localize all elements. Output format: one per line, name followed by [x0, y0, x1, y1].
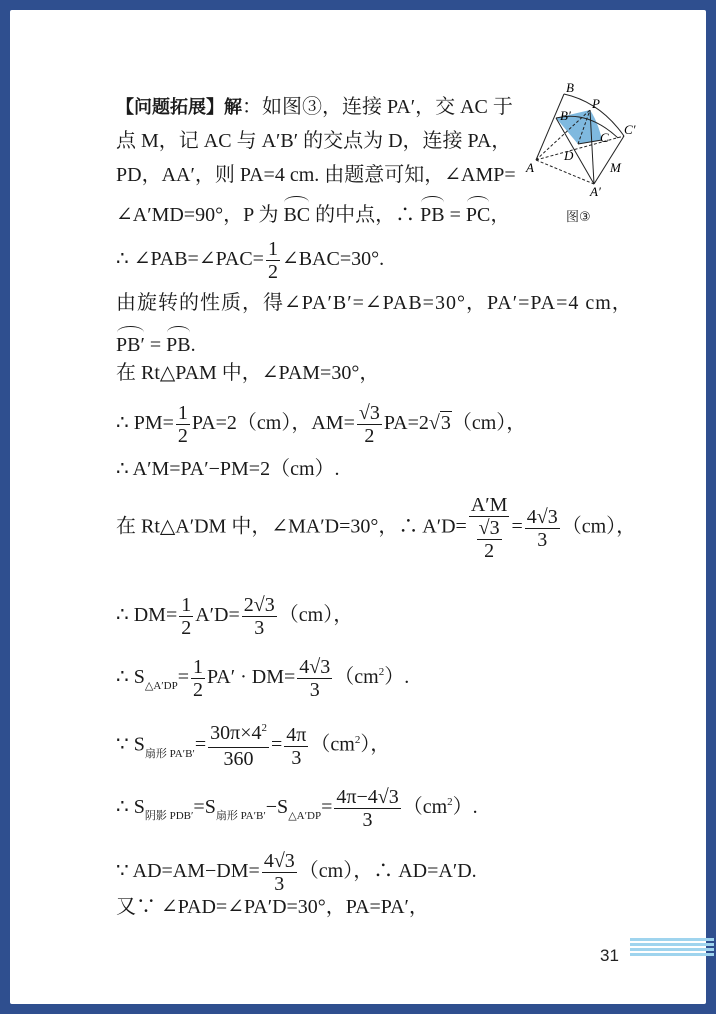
text-line-8: 在 Rt△PAM 中，∠PAM=30°， [116, 362, 380, 384]
text-line-6: 由旋转的性质，得∠PA′B′=∠PAB=30°，PA′=PA=4 cm， [116, 292, 633, 314]
frac-num: 2√3 [243, 594, 275, 616]
frac-num: 4√3 [263, 850, 295, 872]
frac-den: 3 [274, 873, 285, 895]
label-Cp: C′ [624, 122, 636, 137]
line-4-c: 的中点，∴ [310, 204, 421, 226]
label-M: M [610, 160, 621, 175]
frac-num: 1 [267, 238, 278, 260]
frac-num: 1 [181, 594, 192, 616]
frac-den: 3 [362, 809, 373, 831]
frac-den: 2 [193, 679, 204, 701]
line-13-d: （cm [334, 666, 379, 689]
frac-num: √3 [478, 517, 500, 539]
fraction-sqrt3-over-2 [477, 517, 502, 562]
subscript-triangle: △A′DP [144, 680, 178, 693]
text-line-3: PD，AA′，则 PA=4 cm. 由题意可知，∠AMP= [116, 164, 516, 186]
text-line-15 [116, 786, 478, 831]
fraction-complex [469, 494, 510, 562]
text-line-2: 点 M，记 AC 与 A′B′ 的交点为 D，连接 PA， [116, 130, 512, 152]
frac-den: 360 [223, 748, 254, 770]
solve-label: 解 [224, 97, 242, 118]
line-14-b: = [194, 733, 207, 756]
frac-num: 1 [193, 656, 204, 678]
line-1-text: ：如图③，连接 PA′，交 AC 于 [242, 96, 513, 118]
frac-den: 2 [364, 425, 375, 447]
subscript-shadow: 阴影 PDB′ [144, 810, 194, 823]
fraction-shaded [334, 786, 400, 831]
label-C: C [600, 130, 609, 145]
superscript-2: 2 [378, 666, 385, 679]
line-15-e: （cm [402, 796, 448, 819]
line-15-c: −S [265, 796, 289, 819]
fraction-half [266, 238, 280, 283]
text-line-7 [116, 324, 196, 358]
frac-num: 1 [177, 402, 188, 424]
frac-num [208, 722, 269, 748]
arc-pc: PC [466, 194, 490, 228]
label-Ap: A′ [590, 184, 601, 199]
arc-bc: BC [283, 194, 310, 228]
sector-num: 30π×4 [210, 722, 262, 744]
fraction-4sqrt3-3-c [262, 850, 297, 895]
text-line-10: ∴ A′M=PA′−PM=2（cm）. [116, 458, 340, 480]
label-Bp: B′ [560, 108, 571, 123]
page-number: 31 [600, 946, 619, 965]
label-B: B [566, 80, 574, 95]
superscript-2: 2 [354, 733, 361, 746]
fraction-4pi-3 [284, 724, 308, 769]
fraction-half-2 [176, 402, 190, 447]
figure-diagram [516, 80, 656, 210]
text-line-9: ∴ PM= $\frac{1}{2}$ PA=2（cm），AM= $\frac{√3}{2}$ PA=2√3（cm）， [116, 402, 527, 447]
fraction-half-3 [179, 594, 193, 639]
line-12-c: （cm）， [278, 604, 354, 627]
figure-caption: 图③ [566, 210, 591, 225]
line-15-b: =S [193, 796, 216, 819]
arc-pb-2: PB [166, 324, 190, 358]
text-line-12 [116, 594, 353, 639]
frac-num: √3 [358, 402, 380, 424]
text-line-4 [116, 194, 510, 228]
fraction-half-4 [191, 656, 205, 701]
frac-den: 2 [267, 261, 278, 283]
line-11-a: 在 Rt△A′DM 中，∠MA′D=30°，∴ A′D= [116, 515, 467, 538]
frac-den: 3 [254, 617, 265, 639]
fraction-2sqrt3-3 [242, 594, 277, 639]
frac-num: 4π−4√3 [336, 786, 399, 808]
fraction-4sqrt3-3 [525, 506, 560, 551]
text-line-17: 又∵ ∠PAD=∠PA′D=30°，PA=PA′， [116, 896, 429, 918]
frac-num: 4√3 [526, 505, 558, 528]
section-label: 【问题拓展】 [116, 97, 224, 118]
fraction-sqrt3-2 [357, 402, 382, 447]
label-D: D [564, 148, 574, 163]
label-A: A [526, 160, 534, 175]
line-15-f: ）. [452, 796, 478, 819]
line-5-a: ∴ ∠PAB=∠PAC= [116, 248, 264, 271]
text-line-11: 在 Rt△A′DM 中，∠MA′D=30°，∴ A′D= $\frac{A'M}{\frac{√3}{2}}$ = $\frac{4√3}{3}$ （cm）， [116, 494, 637, 562]
text-line-1 [116, 94, 513, 121]
subscript-triangle: △A′DP [288, 810, 322, 823]
frac-num: A′M [470, 494, 508, 516]
text-line-16 [116, 850, 477, 895]
frac-num: 4π [286, 723, 307, 746]
line-9-d: （cm）， [451, 412, 527, 435]
fraction-sector [208, 722, 269, 770]
superscript-2: 2 [261, 722, 267, 734]
decorative-stripes [630, 938, 714, 968]
line-12-b: A′D= [195, 604, 240, 627]
frac-den: 2 [181, 617, 192, 639]
frac-den: 3 [537, 528, 548, 551]
frac-den-nested [473, 517, 506, 562]
line-15-d: = [321, 796, 333, 819]
line-9-b: PA=2（cm），AM= [191, 412, 355, 435]
line-7-b: = [144, 334, 167, 356]
superscript-2: 2 [447, 796, 453, 809]
line-5-b: ∠BAC=30°. [281, 248, 385, 271]
frac-den: 3 [309, 679, 320, 701]
line-15-a: ∴ S [116, 796, 145, 819]
line-14-a: ∵ S [116, 733, 145, 756]
geometry-figure [516, 80, 656, 230]
line-11-b: （cm）， [561, 515, 637, 538]
line-12-a: ∴ DM= [116, 604, 178, 627]
line-9-a: ∴ PM= [116, 412, 174, 435]
subscript-sector: 扇形 PA′B′ [215, 810, 266, 823]
line-13-b: = [177, 666, 190, 689]
fraction-4sqrt3-3-b [297, 656, 332, 701]
line-7-d: . [190, 334, 196, 356]
line-14-e: ）， [360, 733, 391, 756]
radicand: 3 [440, 412, 451, 435]
line-4-e: = [444, 204, 466, 226]
line-13-e: ）. [384, 666, 410, 689]
line-16-a: ∵ AD=AM−DM= [116, 860, 260, 883]
text-line-5 [116, 238, 384, 283]
frac-den: 2 [484, 540, 495, 562]
text-line-13 [116, 656, 409, 701]
text-line-14 [116, 722, 390, 770]
line-16-b: （cm），∴ AD=A′D. [298, 860, 477, 883]
frac-num: 4√3 [299, 656, 331, 678]
line-9-c: PA=2 [383, 412, 429, 435]
arc-pbp: PB′ [116, 324, 145, 358]
label-P: P [592, 96, 600, 111]
line-13-c: PA′ · DM= [207, 666, 296, 689]
line-4-g: ， [490, 204, 511, 226]
line-14-d: （cm [310, 733, 355, 756]
subscript-sector: 扇形 PA′B′ [144, 747, 195, 760]
frac-den: 2 [177, 425, 188, 447]
line-4-a: ∠A′MD=90°，P 为 [116, 204, 284, 226]
arc-pb: PB [420, 194, 444, 228]
frac-den: 3 [291, 746, 302, 769]
line-14-c: = [270, 733, 283, 756]
page-sheet [10, 10, 706, 1004]
line-13-a: ∴ S [116, 666, 145, 689]
